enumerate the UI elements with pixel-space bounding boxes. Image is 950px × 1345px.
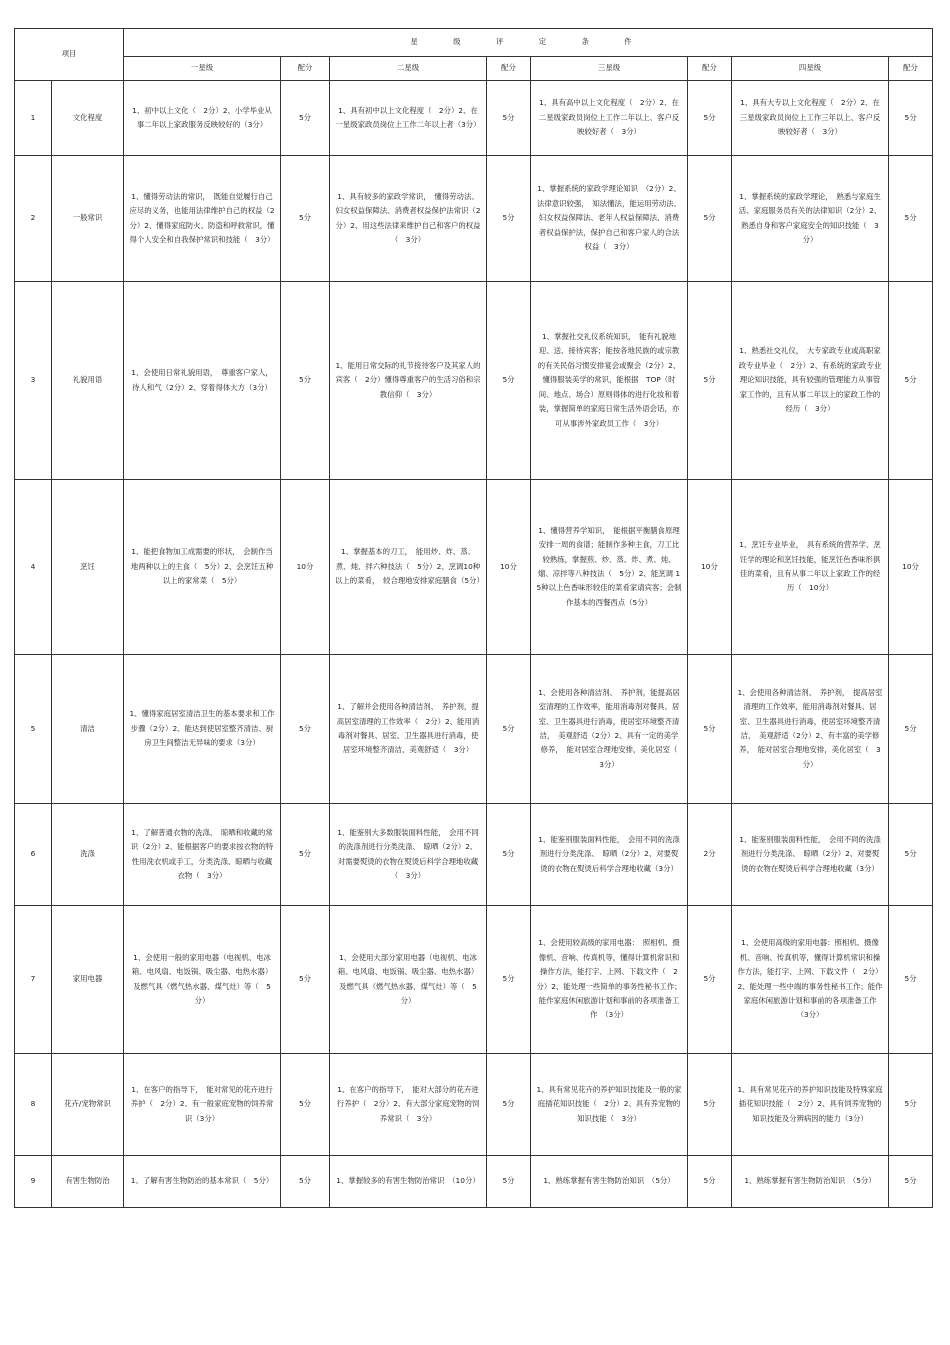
table-row	[15, 282, 933, 480]
table-row	[15, 906, 933, 1054]
criteria-level-2: 1、能鉴别大多数服装面料性能， 会用不同的洗涤剂进行分类洗涤、 晾晒（2分）2、对需要熨烫的衣物在熨烫后科学合理地收藏（ 3分）	[330, 804, 487, 906]
criteria-level-3: 1、具有常见花卉的养护知识技能及一般的家庭插花知识技能（ 2分）2、具有养宠物的知识技能（ 3分）	[531, 1054, 688, 1156]
table-row	[15, 81, 933, 156]
criteria-level-4: 1、具有常见花卉的养护知识技能及特殊家庭插花知识技能（ 2分）2、具有饲养宠物的知识技能及分辨病因的能力（3分）	[732, 1054, 889, 1156]
criteria-level-1: 1、初中以上文化（ 2分）2、小学毕业从事二年以上家政服务反映较好的（3分）	[124, 81, 281, 156]
row-number: 6	[15, 804, 52, 906]
row-number: 4	[15, 480, 52, 655]
score-level-1: 5分	[281, 906, 330, 1054]
level-header-1: 一星级	[124, 57, 281, 81]
criteria-level-2: 1、具有较多的家政学常识， 懂得劳动法、妇女权益保障法、消费者权益保护法常识（2分）2、用这些法律来维护自己和客户的权益（ 3分）	[330, 156, 487, 282]
criteria-level-1: 1、了解普通衣物的洗涤、 晾晒和收藏的常识（2分）2、能根据客户的要求按衣物的特性用洗衣机或手工，分类洗涤、晾晒与收藏衣物（ 3分）	[124, 804, 281, 906]
score-level-4: 5分	[889, 282, 933, 480]
criteria-level-3: 1、熟练掌握有害生物防治知识 （5分）	[531, 1156, 688, 1208]
criteria-level-1: 1、懂得家庭居室清洁卫生的基本要求和工作步骤（2分）2、能达到使居室整齐清洁、厨房卫生间整洁无异味的要求（3分）	[124, 655, 281, 804]
score-level-1: 5分	[281, 655, 330, 804]
score-level-1: 5分	[281, 282, 330, 480]
row-number: 9	[15, 1156, 52, 1208]
level-header-3: 三星级	[531, 57, 688, 81]
score-level-1: 10分	[281, 480, 330, 655]
criteria-level-3: 1、掌握系统的家政学理论知识 （2分）2、法律意识较强， 知法懂法，能运用劳动法、妇女权益保障法、老年人权益保障法、消费者权益保护法，保护自己和客户家人的合法权益（ 3分）	[531, 156, 688, 282]
criteria-level-4: 1、熟悉社交礼仪， 大专家政专业或高职家政专业毕业（ 2分）2、有系统的家政专业理论知识技能，具有较强的管理能力从事管家工作的，且有从事二年以上的家政工作的经历（ 3分）	[732, 282, 889, 480]
criteria-level-2: 1、能用日常交际的礼节接待客户及其家人的宾客（ 2分）懂得尊重客户的生活习俗和宗教信仰（ 3分）	[330, 282, 487, 480]
row-number: 8	[15, 1054, 52, 1156]
criteria-level-3: 1、能鉴别服装面料性能， 会用不同的洗涤剂进行分类洗涤、 晾晒（2分）2、对要熨烫的衣物在熨烫后科学合理地收藏（3分）	[531, 804, 688, 906]
table-row	[15, 1054, 933, 1156]
score-level-4: 5分	[889, 1054, 933, 1156]
star-rating-table	[14, 28, 933, 1208]
score-level-2: 5分	[487, 1054, 531, 1156]
score-level-4: 5分	[889, 81, 933, 156]
table-row	[15, 655, 933, 804]
score-level-1: 5分	[281, 804, 330, 906]
score-level-2: 5分	[487, 804, 531, 906]
item-name: 烹饪	[52, 480, 124, 655]
criteria-level-3: 1、具有高中以上文化程度（ 2分）2、在二星级家政员岗位上工作二年以上、客户反映较好者（ 3分）	[531, 81, 688, 156]
criteria-level-1: 1、在客户的指导下， 能对常见的花卉进行养护（ 2分）2、有一般家庭宠物的饲养常识（3分）	[124, 1054, 281, 1156]
criteria-level-4: 1、掌握系统的家政学理论， 熟悉与家庭生活、家庭服务员有关的法律知识（2分）2、熟悉自身和客户家庭安全的知识技能（ 3分）	[732, 156, 889, 282]
row-number: 5	[15, 655, 52, 804]
score-level-3: 5分	[688, 156, 732, 282]
criteria-level-2: 1、掌握基本的刀工， 能用炒、炸、蒸、煮、炖、拌六种技法（ 5分）2、烹调10种以上的菜肴， 较合理地安排家庭膳食（5分）	[330, 480, 487, 655]
score-header: 配分	[487, 57, 531, 81]
table-row	[15, 156, 933, 282]
table-row	[15, 804, 933, 906]
criteria-level-3: 1、会使用各种清洁剂、 养护剂，能提高居室清理的工作效率，能用消毒剂对餐具、居室、卫生器具进行消毒，使居室环境整齐清洁， 美观舒适（2分）2、具有一定的美学修养， 能对居室合理地安排，美化居室（ 3分）	[531, 655, 688, 804]
criteria-level-4: 1、熟练掌握有害生物防治知识 （5分）	[732, 1156, 889, 1208]
score-level-4: 5分	[889, 804, 933, 906]
score-level-3: 5分	[688, 906, 732, 1054]
item-name: 清洁	[52, 655, 124, 804]
table-row	[15, 480, 933, 655]
item-name: 一般常识	[52, 156, 124, 282]
score-level-2: 5分	[487, 906, 531, 1054]
criteria-level-1: 1、会使用日常礼貌用语， 尊重客户家人，待人和气（2分）2、穿着得体大方（3分）	[124, 282, 281, 480]
item-name: 家用电器	[52, 906, 124, 1054]
row-number: 3	[15, 282, 52, 480]
score-level-1: 5分	[281, 156, 330, 282]
score-level-4: 5分	[889, 1156, 933, 1208]
criteria-level-1: 1、能把食物加工成需要的形状， 会制作当地两种以上的主食（ 5分）2、会烹饪五种以上的家常菜（ 5分）	[124, 480, 281, 655]
item-name: 礼貌用语	[52, 282, 124, 480]
score-level-4: 10分	[889, 480, 933, 655]
criteria-level-2: 1、在客户的指导下， 能对大部分的花卉进行养护（ 2分）2、有大部分家庭宠物的饲养常识（ 3分）	[330, 1054, 487, 1156]
score-level-1: 5分	[281, 1156, 330, 1208]
criteria-level-3: 1、懂得营养学知识， 能根据平衡膳食原理安排一周的食谱；能制作多种主食，刀工比较熟练，掌握煎、炒、蒸、炸、煮、炖、熘、凉拌等八种技法（ 5分）2、能烹调 15种以上色香味形较佳的菜肴家请宾客；会制作基本的西餐西点（5分）	[531, 480, 688, 655]
item-name: 有害生物防治	[52, 1156, 124, 1208]
item-name: 文化程度	[52, 81, 124, 156]
criteria-level-3: 1、会使用较高级的家用电器： 照相机、摄像机、音响、传真机等，懂得计算机常识和操作方法，能打字、上网、下载文件（ 2分）2、能处理一些简单的事务性秘书工作；能作家庭休闲旅游计划和事前的各项准备工作 （3分）	[531, 906, 688, 1054]
criteria-level-3: 1、掌握社交礼仪系统知识， 能有礼貌地迎、送、接待宾客；能按各地民族的或宗教的有关民俗习惯安排宴会或聚会（2分）2、懂得服装美学的常识，能根据 TOP（时间、地点、场合）原则得体的进行化妆和着装，掌握简单的家庭日常生活外语会话，亦可从事涉外家政员工作（ 3分）	[531, 282, 688, 480]
score-level-3: 5分	[688, 1054, 732, 1156]
conditions-header: 星 级 评 定 条 件	[124, 29, 933, 57]
table-row	[15, 1156, 933, 1208]
score-level-4: 5分	[889, 906, 933, 1054]
score-level-3: 10分	[688, 480, 732, 655]
score-level-2: 5分	[487, 282, 531, 480]
score-level-1: 5分	[281, 1054, 330, 1156]
item-name: 洗涤	[52, 804, 124, 906]
score-level-2: 10分	[487, 480, 531, 655]
score-header: 配分	[889, 57, 933, 81]
level-header-2: 二星级	[330, 57, 487, 81]
criteria-level-4: 1、能鉴别服装面料性能， 会用不同的洗涤剂进行分类洗涤、 晾晒（2分）2、对要熨烫的衣物在熨烫后科学合理地收藏（3分）	[732, 804, 889, 906]
score-header: 配分	[281, 57, 330, 81]
score-header: 配分	[688, 57, 732, 81]
criteria-level-1: 1、懂得劳动法的常识， 既能自觉履行自己应尽的义务，也能用法律维护自己的权益（2分）2、懂得家庭防火、防盗和呼救常识，懂得个人安全和自我保护常识和技能（ 3分）	[124, 156, 281, 282]
score-level-3: 5分	[688, 655, 732, 804]
score-level-3: 5分	[688, 282, 732, 480]
score-level-2: 5分	[487, 81, 531, 156]
score-level-2: 5分	[487, 1156, 531, 1208]
level-header-4: 四星级	[732, 57, 889, 81]
criteria-level-1: 1、会使用一般的家用电器（电视机、电冰箱、电风扇、电饭锅、吸尘器、电热水器）及燃气具（燃气热水器、煤气灶）等（ 5分）	[124, 906, 281, 1054]
row-number: 2	[15, 156, 52, 282]
score-level-4: 5分	[889, 156, 933, 282]
score-level-2: 5分	[487, 655, 531, 804]
criteria-level-4: 1、会使用高级的家用电器：照相机、摄像机、音响、传真机等，懂得计算机常识和操作方法，能打字、上网、下载文件（ 2分）2、能处理一些中端的事务性秘书工作；能作家庭休闲旅游计划和事前的各项准备工作 （3分）	[732, 906, 889, 1054]
score-level-4: 5分	[889, 655, 933, 804]
score-level-1: 5分	[281, 81, 330, 156]
item-name: 花卉/宠物常识	[52, 1054, 124, 1156]
criteria-level-2: 1、具有初中以上文化程度（ 2分）2、在一星级家政员岗位上工作二年以上者（3分）	[330, 81, 487, 156]
score-level-2: 5分	[487, 156, 531, 282]
criteria-level-2: 1、会使用大部分家用电器（电视机、电冰箱、电风扇、电饭锅、吸尘器、电热水器）及燃气具（燃气热水器、煤气灶）等（ 5分）	[330, 906, 487, 1054]
score-level-3: 5分	[688, 1156, 732, 1208]
criteria-level-4: 1、会使用各种清洁剂、 养护剂， 提高居室清理的工作效率，能用消毒剂对餐具、居室、卫生器具进行消毒，使居室环境整齐清洁， 美观舒适（2分）2、有丰富的美学修养， 能对居室合理地安排，美化居室（ 3分）	[732, 655, 889, 804]
criteria-level-2: 1、了解并会使用各种清洁剂、 养护剂，提高居室清理的工作效率（ 2分）2、能用消毒剂对餐具、居室、卫生器具进行消毒，使居室环境整齐清洁，美观舒适（ 3分）	[330, 655, 487, 804]
criteria-level-1: 1、了解有害生物防治的基本常识（ 5分）	[124, 1156, 281, 1208]
row-number: 7	[15, 906, 52, 1054]
score-level-3: 2分	[688, 804, 732, 906]
criteria-level-2: 1、掌握较多的有害生物防治常识 （10分）	[330, 1156, 487, 1208]
row-number: 1	[15, 81, 52, 156]
item-header: 项目	[15, 29, 124, 81]
criteria-level-4: 1、烹饪专业毕业， 具有系统的营养学、烹饪学的理论和烹饪技能，能烹饪色香味形俱佳的菜肴，且有从事二年以上家政工作的经历（ 10分）	[732, 480, 889, 655]
score-level-3: 5分	[688, 81, 732, 156]
criteria-level-4: 1、具有大专以上文化程度（ 2分）2、在三星级家政员岗位上工作三年以上、客户反映较好者（ 3分）	[732, 81, 889, 156]
